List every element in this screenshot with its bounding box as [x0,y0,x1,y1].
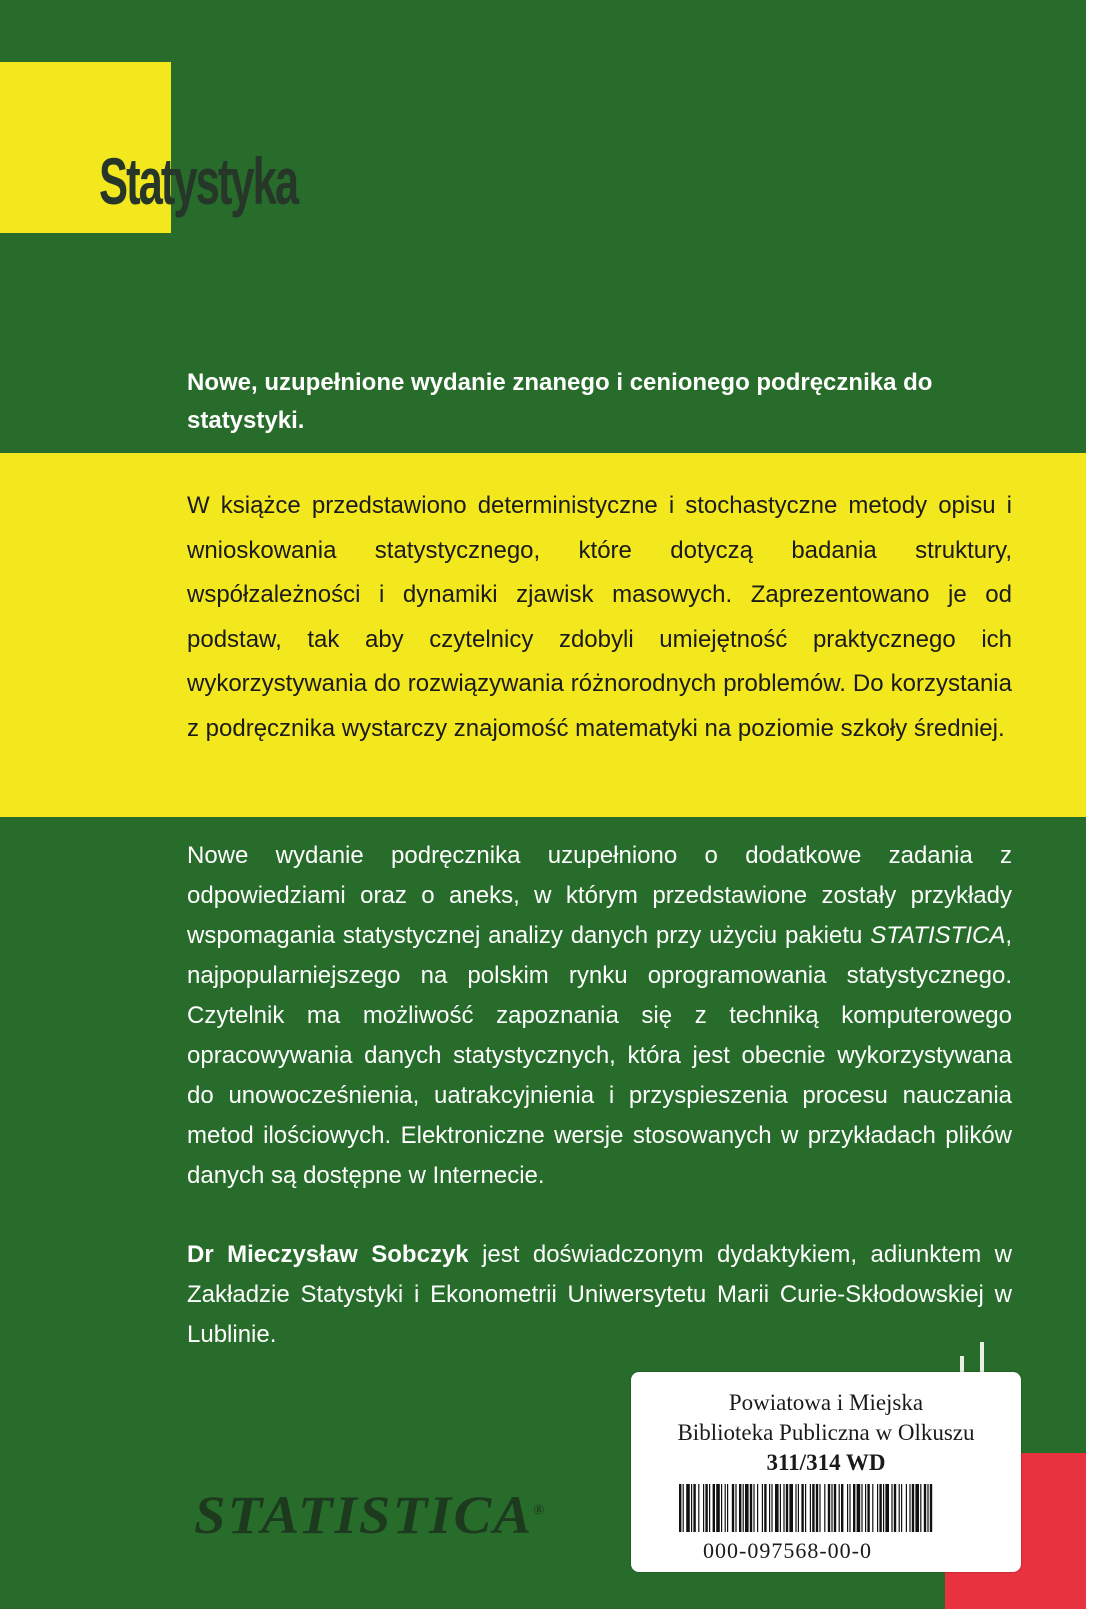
library-name-line1: Powiatowa i Miejska [728,1390,924,1415]
statistica-italic: STATISTICA [870,922,1006,949]
statistica-logo [194,1484,544,1546]
barcode-number: 000-097568-00-0 [703,1538,872,1563]
author-name: Dr Mieczysław Sobczyk [187,1241,469,1268]
description-paragraph: W książce przedstawiono deterministyczne i stochastyczne metody opisu i wnioskowania statystycznego, które dotyczą badania struktury, współzależności i dynamiki zjawisk masowych. Zaprezentowano je od podstaw, tak aby czytelnicy zdobyli umiejętność praktycznego ich wykorzystywania do rozwiązywania różnorodnych problemów. Do korzystania z podręcznika wystarczy znajomość matematyki na poziomie szkoły średniej. [187,492,1012,742]
author-paragraph [187,1235,1012,1355]
new-edition-text-start: Nowe wydanie podręcznika uzupełniono o dodatkowe zadania z odpowiedziami oraz o aneks, w którym przedstawione zostały przykłady wspomagania statystycznej analizy danych przy użyciu pakietu [187,842,1012,949]
registered-mark: ® [533,1503,545,1518]
library-label [631,1372,1021,1572]
logo-text: STATISTICA [194,1485,534,1545]
call-number: 311/314 WD [766,1450,886,1475]
new-edition-text-end: , najpopularniejszego na polskim rynku oprogramowania statystycznego. Czytelnik ma możliwość zapoznania się z techniką komputerowego opracowywania danych statystycznych, która jest obecnie wykorzystywana do unowocześnienia, uatrakcyjnienia i przyspieszenia procesu nauczania metod ilościowych. Elektroniczne wersje stosowanych w przykładach plików danych są dostępne w Internecie. [187,922,1012,1189]
author-bio: jest doświadczonym dydaktykiem, adiunktem w Zakładzie Statystyki i Ekonometrii Uniwersytetu Marii Curie-Skłodowskiej w Lublinie. [187,1241,1012,1348]
series-title: Statystyka [99,144,298,218]
new-edition-paragraph [187,836,1012,1196]
barcode-icon [679,1484,935,1532]
lead-text: Nowe, uzupełnione wydanie znanego i cenionego podręcznika do statystyki. [187,369,933,434]
library-name-line2: Biblioteka Publiczna w Olkuszu [677,1420,975,1445]
